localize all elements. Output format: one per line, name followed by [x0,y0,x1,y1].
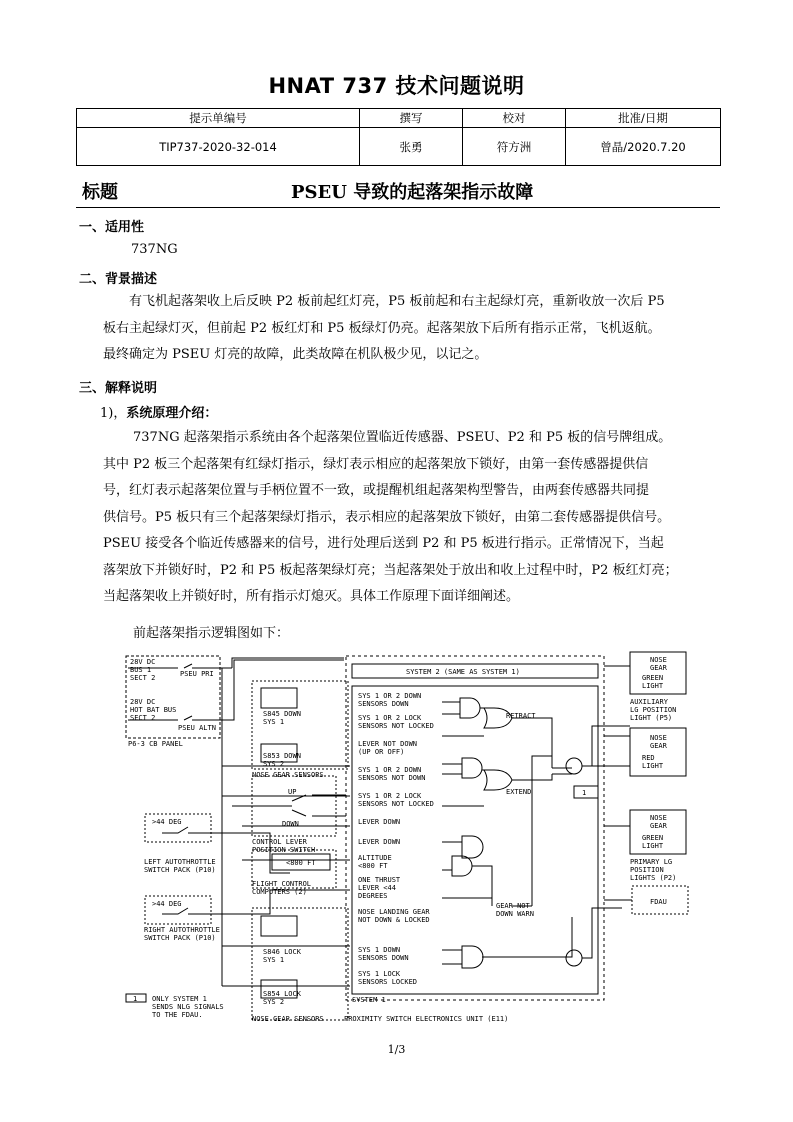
note-line: TO THE FDAU. [152,1011,203,1019]
logic-input: SYS 1 OR 2 LOCK [358,792,422,800]
logic-input: SYS 1 OR 2 DOWN [358,766,422,774]
light-tag: NOSE [650,814,667,822]
primary-light-label: LIGHTS (P2) [630,874,677,882]
logic-input: SENSORS NOT LOCKED [358,800,434,808]
left-at-label: SWITCH PACK (P10) [144,866,216,874]
light-color: GREEN [642,834,664,842]
sensor-label: SYS 2 [263,760,285,768]
retract-label: RETRACT [506,712,536,720]
note-number: 1 [133,995,138,1003]
primary-light-label: PRIMARY LG [630,858,673,866]
logic-input: SENSORS DOWN [358,700,409,708]
logic-input: LEVER DOWN [358,838,401,846]
section-heading: 一、适用性 [79,220,145,235]
logic-input: SENSORS LOCKED [358,978,418,986]
system2-label: SYSTEM 2 (SAME AS SYSTEM 1) [406,668,520,676]
logic-input: SENSORS DOWN [358,954,409,962]
sensor-label: S845 DOWN [263,710,301,718]
logic-input: LEVER DOWN [358,818,401,826]
lever-label: CONTROL LEVER [252,838,307,846]
paragraph-line: PSEU 接受各个临近传感器来的信号，进行处理后送到 P2 和 P5 板进行指示。正常情况下，当起 [103,536,664,551]
logic-input: ALTITUDE [358,854,392,862]
section-heading: 二、背景描述 [79,272,158,287]
fdau-label: FDAU [650,898,667,906]
left-at-deg: >44 DEG [152,818,182,826]
right-at-deg: >44 DEG [152,900,182,908]
meta-value-cell: TIP737-2020-32-014 [77,128,360,166]
sensors-group-label: NOSE GEAR SENSORS [252,1015,324,1023]
meta-value-cell: 张勇 [360,128,463,166]
logic-input: NOT DOWN & LOCKED [358,916,430,924]
sensors-group-label: NOSE GEAR SENSORS [252,771,324,779]
flag-number: 1 [582,789,587,797]
paragraph-line: 板右主起绿灯灭，但前起 P2 板红灯和 P5 板绿灯仍亮。起落架放下后所有指示正常，飞机返航。 [103,320,661,336]
subject-text: PSEU 导致的起落架指示故障 [291,182,534,203]
cb-bus1-line: SECT 2 [130,674,156,682]
subsection-title: 系统原理介绍： [126,406,218,421]
paragraph-line: 当起落架收上并锁好时，所有指示灯熄灭。具体工作原理下面详细阐述。 [103,589,520,604]
unit-label: PROXIMITY SWITCH ELECTRONICS UNIT (E11) [344,1015,509,1023]
lever-down-label: DOWN [282,820,299,828]
right-at-label: SWITCH PACK (P10) [144,934,216,942]
logic-input: SENSORS NOT DOWN [358,774,426,782]
aux-light-label: AUXILIARY [630,698,668,706]
meta-value-row [77,128,721,166]
logic-input: SENSORS NOT LOCKED [358,722,434,730]
logic-input: <800 FT [358,862,388,870]
nose-gear-logic-diagram [122,646,692,1030]
subject-bar [76,173,720,208]
note-line: ONLY SYSTEM 1 [152,995,207,1003]
logic-input: SYS 1 OR 2 LOCK [358,714,422,722]
principle-paragraph [103,425,689,611]
logic-input: SYS 1 DOWN [358,946,401,954]
meta-header-row [77,109,721,128]
left-at-label: LEFT AUTOTHROTTLE [144,858,216,866]
paragraph-line: 有飞机起落架收上后反映 P2 板前起红灯亮，P5 板前起和右主起绿灯亮，重新收放一次后 P5 [129,294,665,309]
paragraph-line: 737NG 起落架指示系统由各个起落架位置临近传感器、PSEU、P2 和 P5 板的信号牌组成。 [133,430,672,445]
logic-input: SYS 1 LOCK [358,970,401,978]
paragraph-line: 号，红灯表示起落架位置与手柄位置不一致，或提醒机组起落架构型警告，由两套传感器共同提 [103,483,650,498]
meta-header-cell: 撰写 [360,109,463,128]
meta-header-cell: 批准/日期 [566,109,721,128]
sensor-label: SYS 2 [263,998,285,1006]
light-color: RED [642,754,655,762]
primary-light-label: POSITION [630,866,664,874]
cb-panel-label: P6-3 CB PANEL [128,740,183,748]
meta-value-cell: 曾晶/2020.7.20 [566,128,721,166]
logic-input: NOSE LANDING GEAR [358,908,430,916]
cb-bus1-line: BUS 1 [130,666,152,674]
applicability-text: 737NG [131,242,178,257]
meta-table [76,108,721,166]
cb-bus2-line: SECT 2 [130,714,156,722]
light-tag: GEAR [650,742,667,750]
fcc-label: FLIGHT CONTROL [252,880,312,888]
light-word: LIGHT [642,762,664,770]
sensor-label: S846 LOCK [263,948,301,956]
note-line: SENDS NLG SIGNALS [152,1003,224,1011]
logic-input: DEGREES [358,892,388,900]
subsection-heading [100,402,217,421]
document-title: HNAT 737 技术问题说明 [268,74,525,98]
background-paragraph [103,289,689,369]
logic-input: (UP OR OFF) [358,748,405,756]
sensor-label: SYS 1 [263,718,285,726]
pseu-altn-label: PSEU ALTN [178,724,216,732]
warn-label: GEAR NOT [496,902,530,910]
section-heading: 三、解释说明 [79,381,158,396]
logic-input: ONE THRUST [358,876,401,884]
subsection-number: 1)， [100,406,127,421]
paragraph-line: 其中 P2 板三个起落架有红绿灯指示，绿灯表示相应的起落架放下锁好，由第一套传感器提供信 [103,456,649,472]
sensor-label: S854 LOCK [263,990,301,998]
sensor-label: S853 DOWN [263,752,301,760]
cb-bus2-line: 28V DC [130,698,156,706]
pseu-pri-label: PSEU PRI [180,670,214,678]
light-tag: NOSE [650,734,667,742]
logic-input: SYS 1 OR 2 DOWN [358,692,422,700]
paragraph-line: 供信号。P5 板只有三个起落架绿灯指示，表示相应的起落架放下锁好，由第二套传感器提供信号。 [103,509,671,525]
sensor-label: SYS 1 [263,956,285,964]
paragraph-line: 最终确定为 PSEU 灯亮的故障，此类故障在机队极少见，以记之。 [103,347,488,362]
light-tag: GEAR [650,664,667,672]
fcc-label: COMPUTERS (2) [252,888,307,896]
system1-label: SYSTEM 1 [352,996,386,1004]
logic-input: LEVER NOT DOWN [358,740,418,748]
lever-label: POSITION SWITCH [252,846,316,854]
fcc-value: <800 FT [286,859,316,867]
light-tag: GEAR [650,822,667,830]
page-number: 1/3 [387,1043,406,1056]
lever-up-label: UP [288,788,297,796]
right-at-label: RIGHT AUTOTHROTTLE [144,926,220,934]
light-color: GREEN [642,674,664,682]
meta-header-cell: 校对 [463,109,566,128]
aux-light-label: LIGHT (P5) [630,714,673,722]
aux-light-label: LG POSITION [630,706,677,714]
extend-label: EXTEND [506,788,532,796]
subject-label: 标题 [82,182,118,203]
light-tag: NOSE [650,656,667,664]
diagram-caption: 前起落架指示逻辑图如下： [133,626,290,641]
logic-input: LEVER <44 [358,884,396,892]
light-word: LIGHT [642,682,664,690]
cb-bus1-line: 28V DC [130,658,156,666]
light-word: LIGHT [642,842,664,850]
meta-value-cell: 符方洲 [463,128,566,166]
meta-header-cell: 提示单编号 [77,109,360,128]
warn-label: DOWN WARN [496,910,534,918]
paragraph-line: 落架放下并锁好时，P2 和 P5 板起落架绿灯亮；当起落架处于放出和收上过程中时，P2 板红灯亮； [103,562,678,578]
cb-bus2-line: HOT BAT BUS [130,706,177,714]
